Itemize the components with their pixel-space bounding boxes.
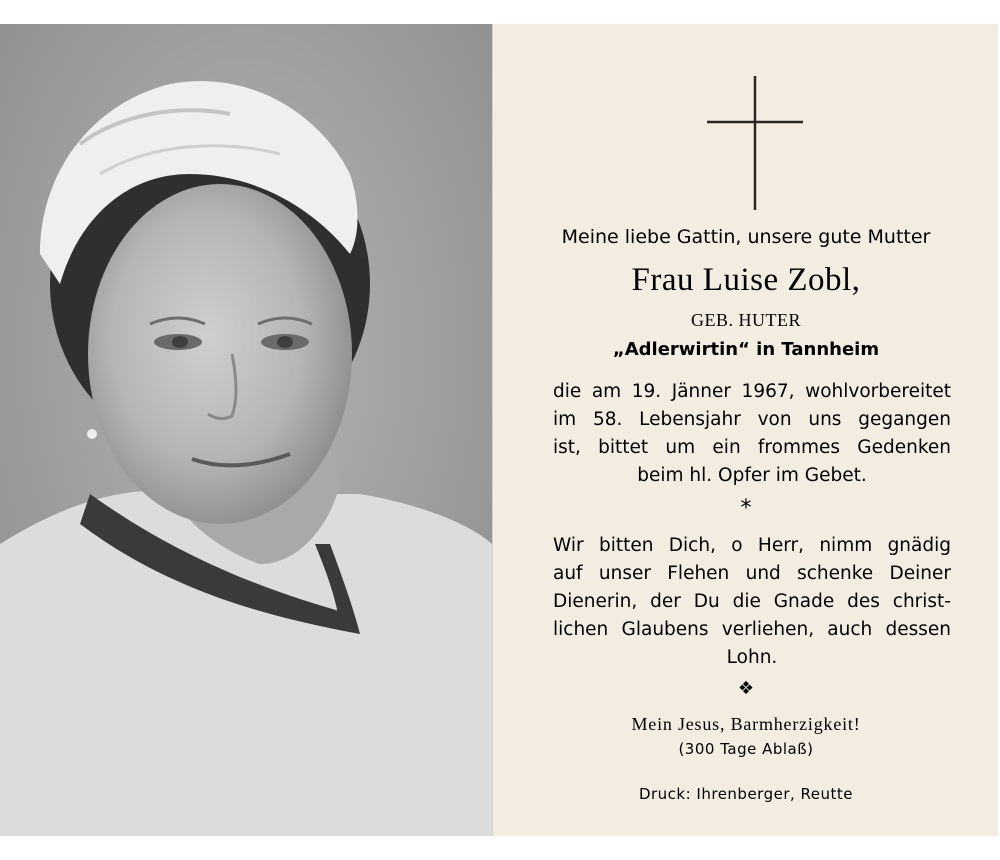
asterisk-divider: * (740, 496, 752, 521)
paragraph-line: Lohn. (726, 647, 778, 668)
portrait-illustration (0, 24, 492, 836)
diamond-divider-icon: ❖ (737, 678, 755, 699)
death-notice-paragraph (553, 378, 951, 490)
paragraph-line: auf unser Flehen und schenke Deiner (553, 563, 951, 584)
paragraph-line: Wir bitten Dich, o Herr, nimm gnädig (553, 535, 951, 556)
portrait-photo (0, 24, 492, 836)
card-text-column (493, 0, 999, 860)
prayer-paragraph (553, 532, 951, 672)
honorific-title: „Adlerwirtin“ in Tannheim (612, 339, 880, 360)
closing-prayer: Mein Jesus, Barmherzigkeit! (631, 714, 861, 734)
indulgence-note: (300 Tage Ablaß) (678, 740, 814, 758)
paragraph-line: lichen Glaubens verliehen, auch dessen (553, 619, 951, 640)
paragraph-line: ist, bittet um ein frommes Gedenken (553, 437, 951, 458)
paragraph-line: Dienerin, der Du die Gnade des christ- (553, 591, 951, 612)
paragraph-line: beim hl. Opfer im Gebet. (637, 465, 867, 486)
paragraph-line: die am 19. Jänner 1967, wohlvorbereitet (553, 381, 951, 402)
intro-line: Meine liebe Gattin, unsere gute Mutter (561, 226, 931, 248)
printer-credit: Druck: Ihrenberger, Reutte (638, 785, 854, 803)
paragraph-line: im 58. Lebensjahr von uns gegangen (553, 409, 951, 430)
maiden-name: GEB. HUTER (691, 310, 801, 330)
deceased-name: Frau Luise Zobl, (631, 262, 861, 298)
